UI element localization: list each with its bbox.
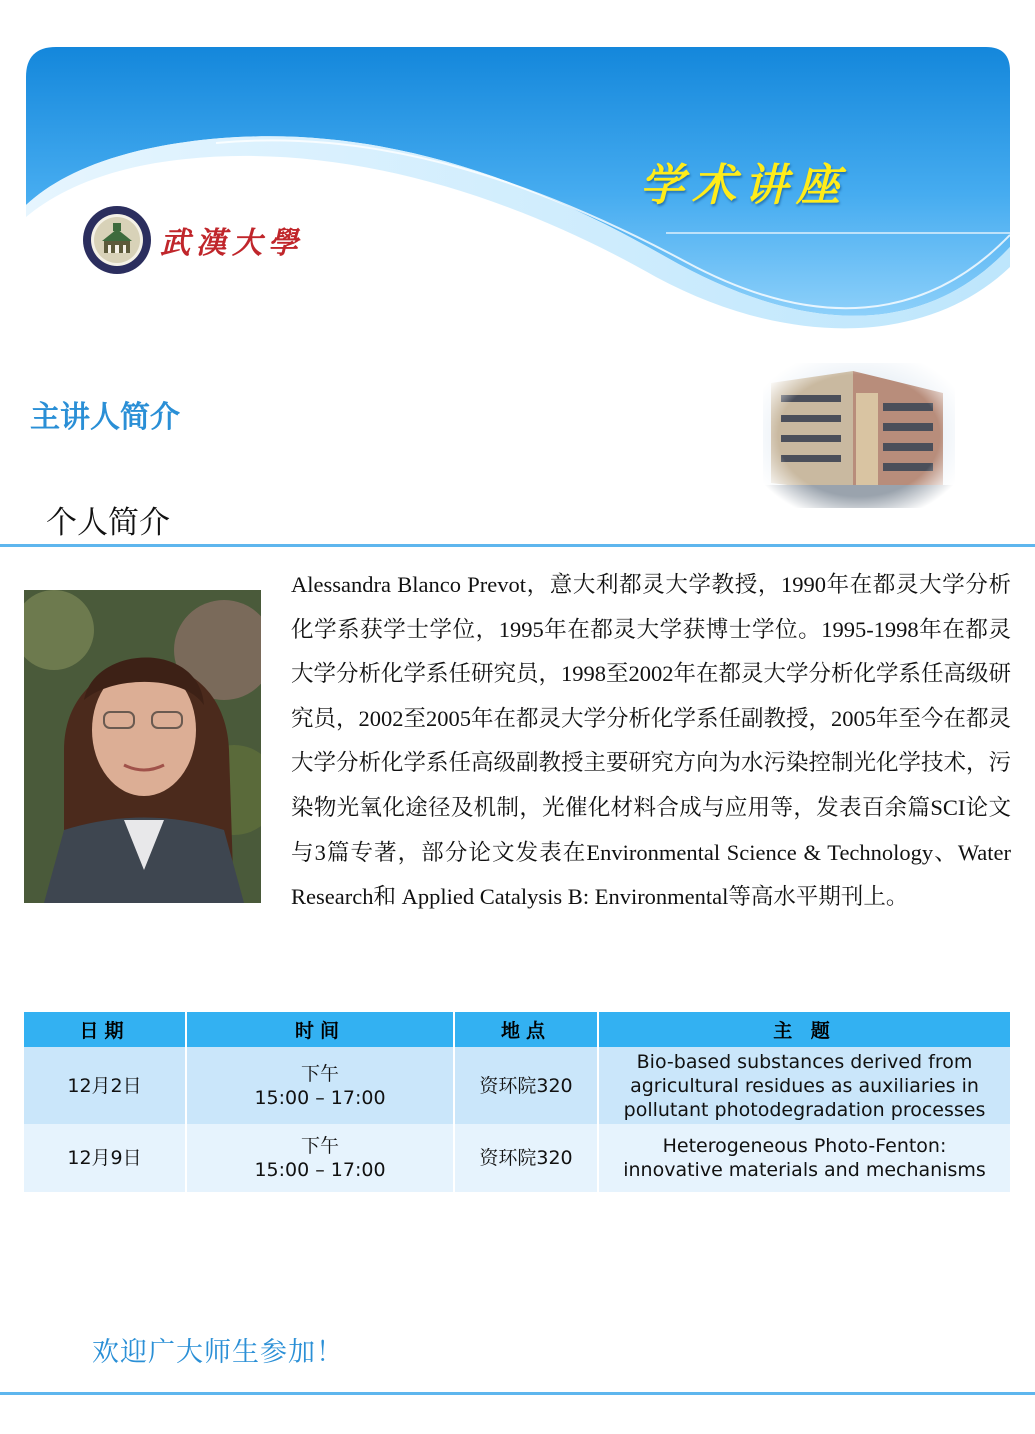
welcome-message: 欢迎广大师生参加！ <box>92 1337 344 1368</box>
table-header-row <box>24 1012 1010 1047</box>
row-location: 资环院320 <box>454 1047 598 1124</box>
row-time <box>186 1047 454 1124</box>
row-date: 12月2日 <box>24 1047 186 1124</box>
time-range: 15:00 – 17:00 <box>254 1159 386 1181</box>
time-period: 下午 <box>300 1062 339 1085</box>
header-date: 日期 <box>24 1012 186 1047</box>
row-date: 12月9日 <box>24 1124 186 1192</box>
time-period: 下午 <box>300 1135 339 1157</box>
lecture-schedule-table <box>24 1012 1010 1192</box>
university-seal-icon <box>82 205 152 275</box>
speaker-portrait <box>24 590 261 903</box>
lecture-title: 学术讲座 <box>640 160 848 212</box>
table-row <box>24 1047 1010 1124</box>
speaker-biography: Alessandra Blanco Prevot，意大利都灵大学教授，1990年在都灵大学分析化学系获学士学位，1995年在都灵大学获博士学位。1995-1998年在都灵大学分析化学系任研究员，1998至2002年在都灵大学分析化学系任高级研究员，2002至2005年在都灵大学分析化学系任副教授，2005年至今在都灵大学分析化学系任高级副教授主要研究方向为水污染控制光化学技术，污染物光氧化途径及机制，光催化材料合成与应用等，发表百余篇SCI论文与3篇专著，部分论文发表在Environmental Science & Technology、Water Research和 Applied Catalysis B: Environmental等高水平期刊上。 <box>291 572 1012 910</box>
row-topic: Bio-based substances derived from agricultural residues as auxiliaries in pollutant photodegradation processes <box>598 1047 1010 1124</box>
row-time <box>186 1124 454 1192</box>
university-logo-text: 武漢大學 <box>160 226 304 261</box>
header-topic: 主 题 <box>598 1012 1010 1047</box>
row-topic: Heterogeneous Photo-Fenton: innovative materials and mechanisms <box>598 1124 1010 1192</box>
header-location: 地点 <box>454 1012 598 1047</box>
header-time: 时间 <box>186 1012 454 1047</box>
table-row <box>24 1124 1010 1192</box>
personal-profile-heading: 个人简介 <box>46 505 170 541</box>
building-photo <box>763 363 955 508</box>
footer-divider <box>0 1392 1035 1395</box>
time-range: 15:00 – 17:00 <box>254 1086 386 1109</box>
row-location: 资环院320 <box>454 1124 598 1192</box>
divider <box>0 544 1035 547</box>
speaker-intro-heading: 主讲人简介 <box>30 400 180 435</box>
